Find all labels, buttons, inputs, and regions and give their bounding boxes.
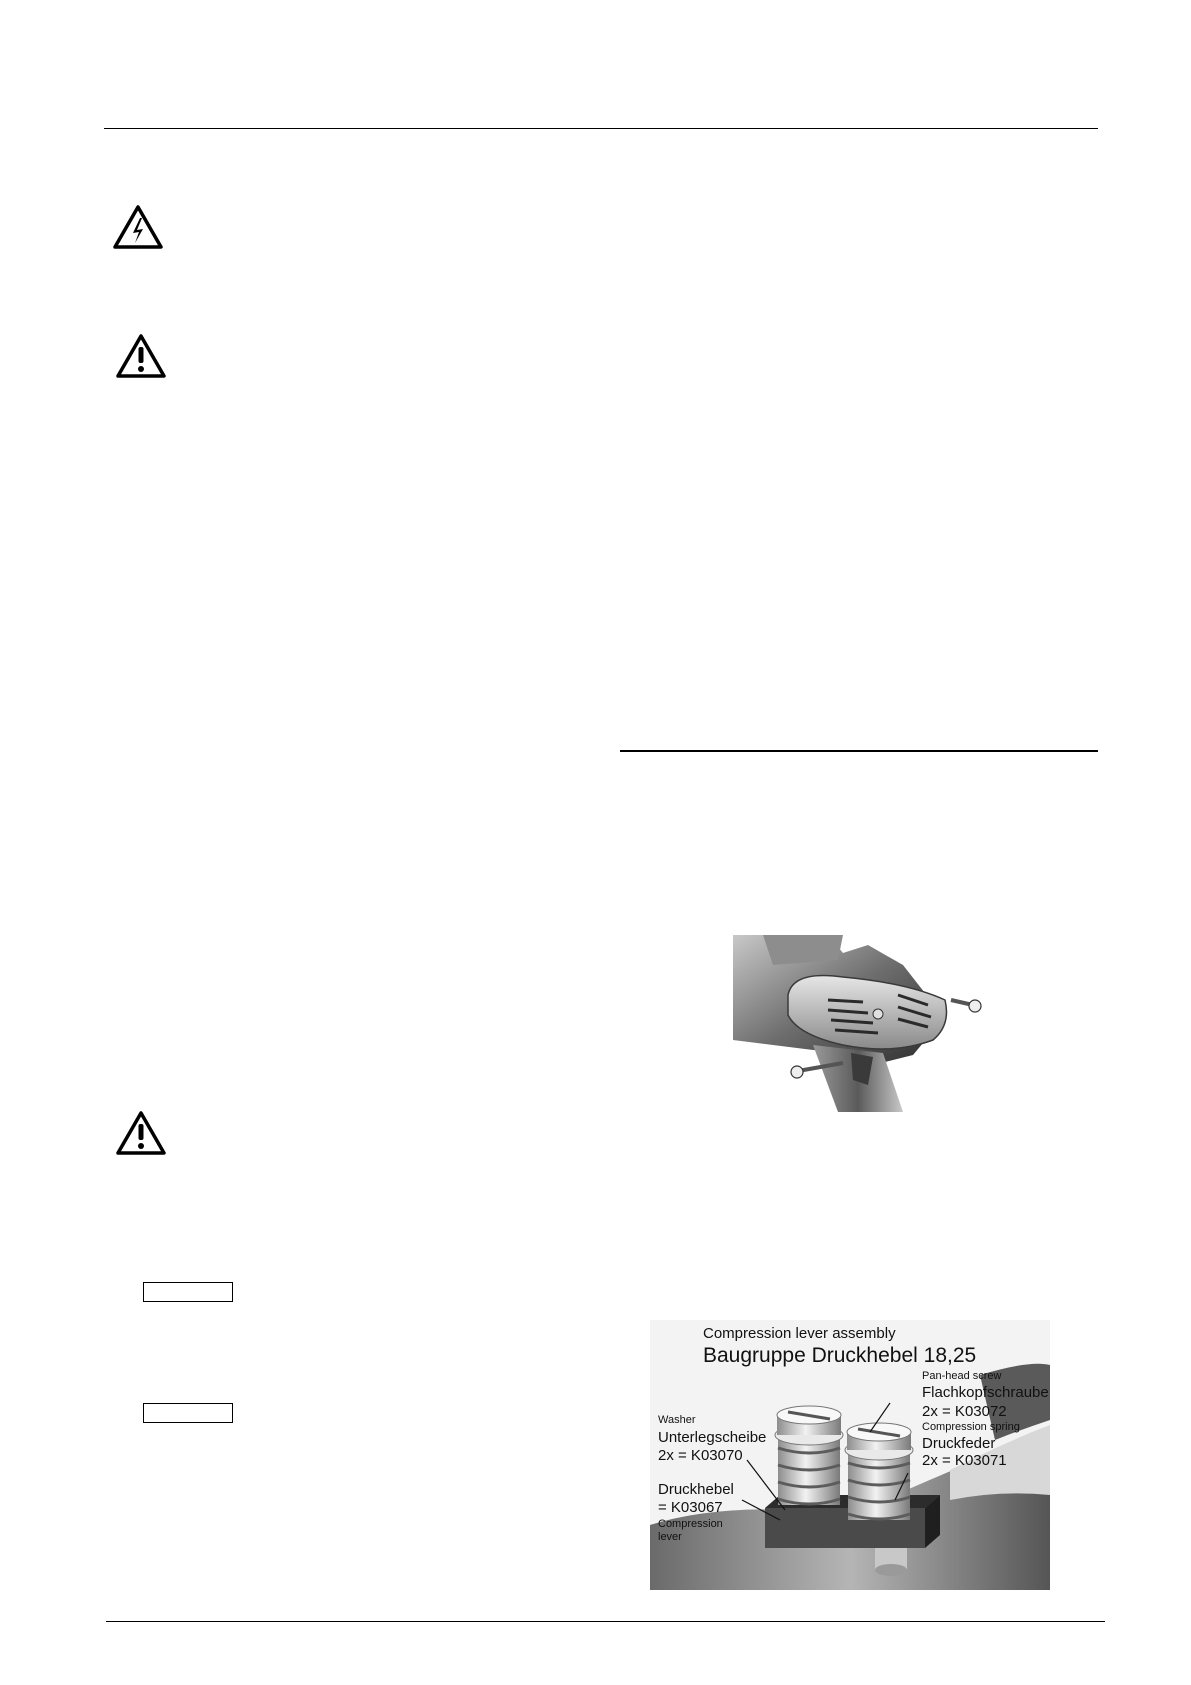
lever-label-en-2: lever xyxy=(658,1531,682,1543)
footer-rule xyxy=(106,1621,1105,1622)
spring-label-de: Druckfeder xyxy=(922,1435,996,1452)
pan-head-label-de: Flachkopfschraube xyxy=(922,1384,1049,1401)
screw-right xyxy=(951,1000,981,1012)
lever-label-de: Druckhebel xyxy=(658,1481,734,1498)
left-spring xyxy=(775,1406,843,1505)
section-divider xyxy=(620,750,1098,752)
washer-label-de: Unterlegscheibe xyxy=(658,1429,767,1446)
spring-part-number: 2x = K03071 xyxy=(922,1452,1007,1469)
pan-head-part-number: 2x = K03072 xyxy=(922,1403,1007,1420)
tool-housing-illustration xyxy=(733,935,991,1112)
washer-part-number: 2x = K03070 xyxy=(658,1447,743,1464)
assembly-title-de: Baugruppe Druckhebel 18,25 xyxy=(703,1344,977,1367)
caution-icon-lower xyxy=(115,1110,167,1156)
assembly-figure xyxy=(650,1320,1050,1590)
spring-label-en: Compression spring xyxy=(922,1421,1020,1433)
right-spring xyxy=(845,1423,913,1520)
caution-icon xyxy=(115,333,167,379)
assembly-title-en: Compression lever assembly xyxy=(703,1325,896,1342)
tool-photo-figure xyxy=(733,935,991,1112)
washer-label-en: Washer xyxy=(658,1414,696,1426)
label-box-2 xyxy=(143,1403,233,1423)
pan-head-label-en: Pan-head screw xyxy=(922,1370,1002,1382)
lever-part-number: = K03067 xyxy=(658,1499,723,1516)
label-box-1 xyxy=(143,1282,233,1302)
header-rule xyxy=(104,128,1098,129)
electric-hazard-icon xyxy=(112,204,164,250)
lever-label-en-1: Compression xyxy=(658,1518,723,1530)
